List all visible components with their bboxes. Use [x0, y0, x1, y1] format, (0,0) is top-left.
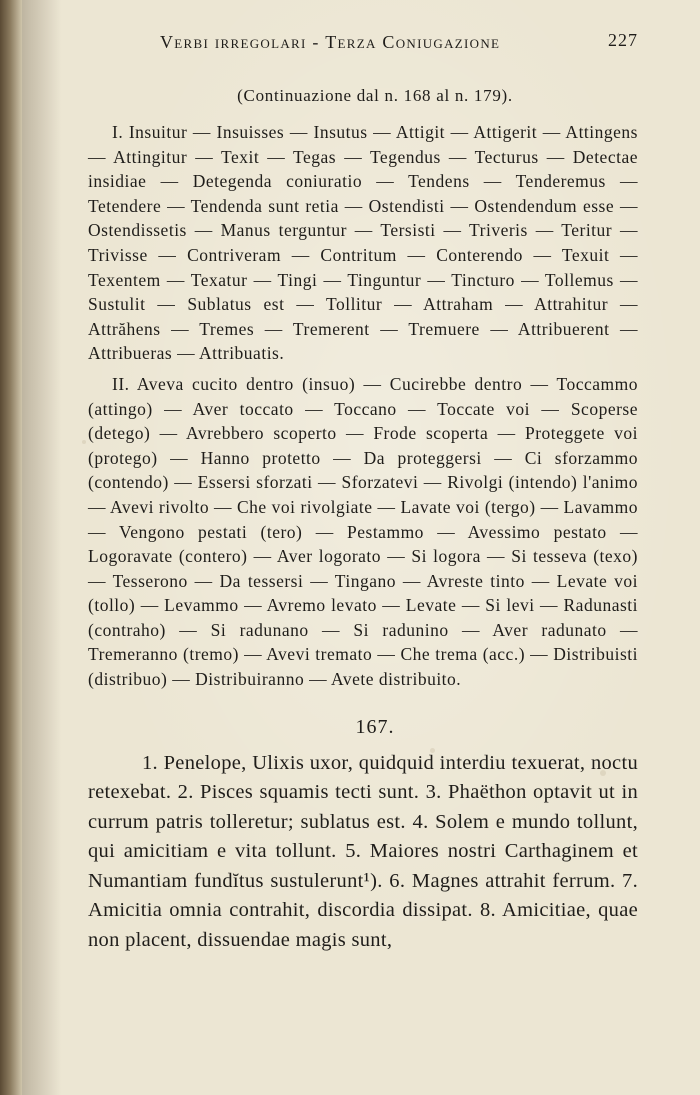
page-number: 227: [608, 30, 638, 50]
paper-spot: [82, 440, 86, 444]
book-spine: [0, 0, 22, 1095]
gutter-shadow: [22, 0, 62, 1095]
running-title: Verbi irregolari - Terza Coniugazione: [160, 32, 501, 52]
page-content: [88, 86, 638, 955]
page-header: [90, 28, 638, 60]
latin-sentences-167: 1. Penelope, Ulixis uxor, quidquid interdiu texuerat, noctu retexebat. 2. Pisces squamis tecti sunt. 3. Phaëthon optavit ut in currum patris tolleretur; sublatus est. 4. Solem e mundo tollunt, qui amicitiam e vita tollunt. 5. Maiores nostri Carthaginem et Numantiam fundĭtus sustulerunt¹). 6. Magnes attrahit ferrum. 7. Amicitia omnia contrahit, discordia dissipat. 8. Amicitiae, quae non placent, dissuendae magis sunt,: [88, 751, 638, 951]
exercise-section-i: I. Insuitur — Insuisses — Insutus — Attigit — Attigerit — Attingens — Attingitur — Texit — Tegas — Tegendus — Tecturus — Detectae insidiae — Detegenda coniuratio — Tendens — Tenderemus — Tetendere — Tendenda sunt retia — Ostendisti — Ostendendum esse — Ostendissetis — Manus terguntur — Tersisti — Triveris — Teritur — Trivisse — Contriveram — Contritum — Conterendo — Texuit — Texentem — Texatur — Tingi — Tinguntur — Tincturo — Tollemus — Sustulit — Sublatus est — Tollitur — Attraham — Attrahitur — Attrăhens — Tremes — Tremerent — Tremuere — Attribuerent — Attribueras — Attribuatis.: [88, 122, 638, 364]
continuation-note: (Continuazione dal n. 168 al n. 179).: [237, 86, 513, 105]
exercise-section-ii: II. Aveva cucito dentro (insuo) — Cucirebbe dentro — Toccammo (attingo) — Aver toccato — Toccano — Toccate voi — Scoperse (detego) — Avrebbero scoperto — Frode scoperta — Proteggete voi (protego) — Hanno protetto — Da proteggersi — Ci sforzammo (contendo) — Essersi sforzati — Sforzatevi — Rivolgi (intendo) l'animo — Avevi rivolto — Che voi rivolgiate — Lavate voi (tergo) — Lavammo — Vengono pestati (tero) — Pestammo — Avessimo pestato — Logoravate (contero) — Aver logorato — Si logora — Si tesseva (texo) — Tesserono — Da tessersi — Tingano — Avreste tinto — Levate voi (tollo) — Levammo — Avremo levato — Levate — Si levi — Radunasti (contraho) — Si radunano — Si radunino — Aver radunato — Tremeranno (tremo) — Avevi tremato — Che trema (acc.) — Distribuisti (distribuo) — Distribuiranno — Avete distribuito.: [88, 373, 638, 690]
section-number-167: 167.: [355, 715, 395, 738]
